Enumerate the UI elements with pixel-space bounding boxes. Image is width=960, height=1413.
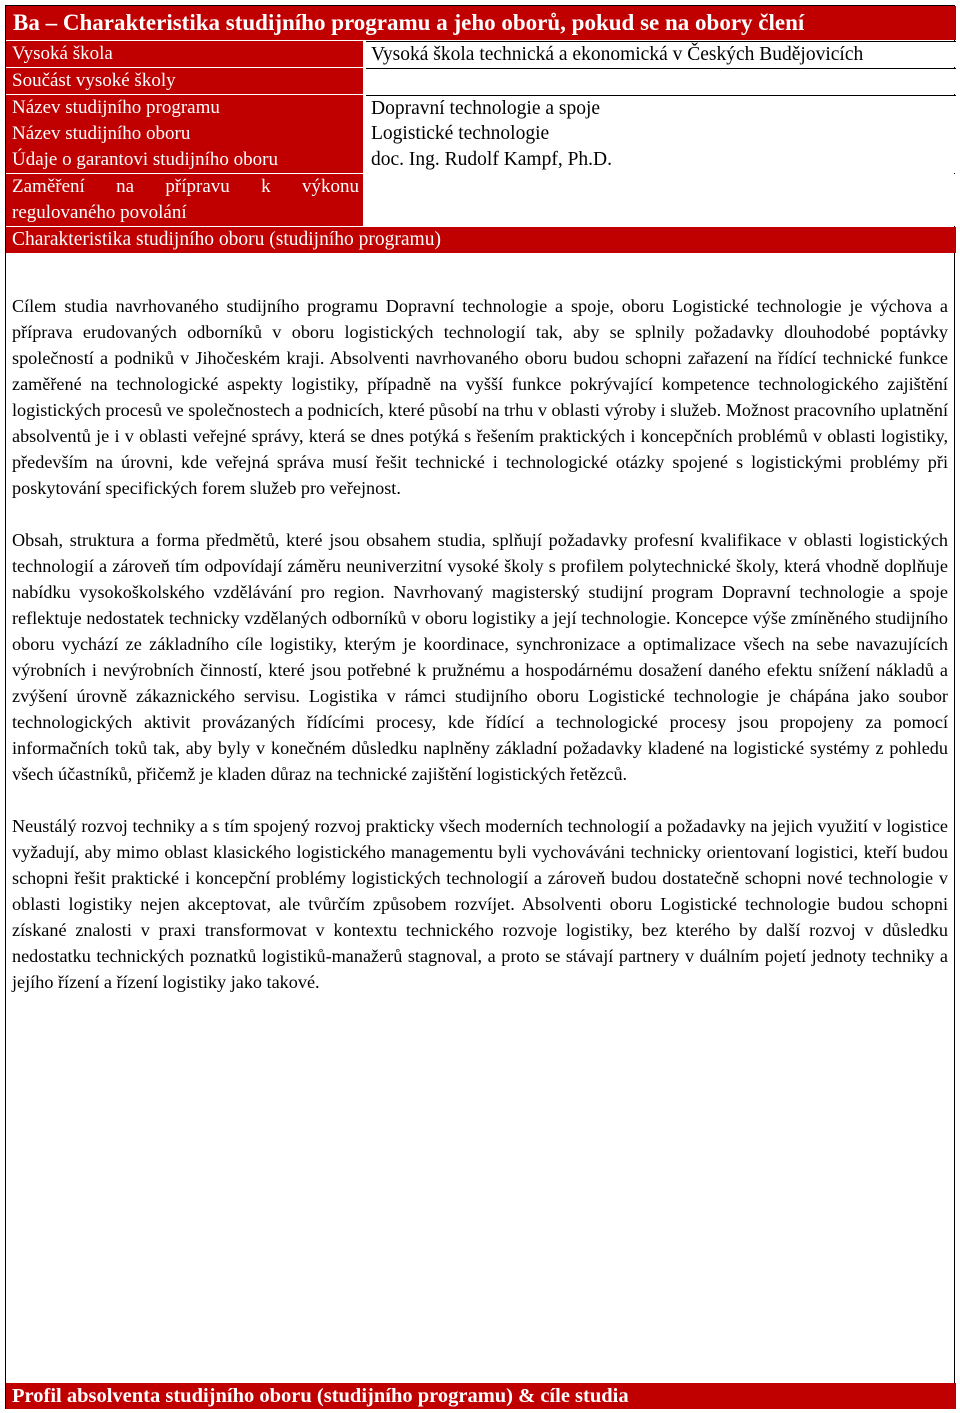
paragraph-content-structure: Obsah, struktura a forma předmětů, které jsou obsahem studia, splňují požadavky profesní kvalifikace v oblasti logistických technologií a zároveň tím odpovídají záměru neuniverzitní vysoké školy s profilem polytechnické školy, která vhodně doplňuje nabídku vysokoškolského vzdělávání pro region. Navrhovaný magisterský studijní program Dopravní technologie a spoje reflektuje nedostatek technicky vzdělaných odborníků v oboru logistiky a její technologie. Koncepce výše zmíněného studijního oboru vychází ze základního cíle logistiky, kterým je koordinace, synchronizace a optimalizace všech na sebe navazujících výrobních i nevýrobních činností, které jsou potřebné k pružnému a hospodárnému dosažení daného efektu snížení nákladů a zvýšení úrovně zákaznického servisu. Logistika v rámci studijního oboru Logistické technologie je chápána jako soubor technologických aktivit provázaných řídícími procesy, kde řídící a technologické procesy jsou propojeny za pomocí informačních toků tak, aby byly v konečném důsledku naplněny základní požadavky kladené na logistické systémy z pohledu všech účastníků, přičemž je kladen důraz na technické zajištění logistických řetězců. (12, 530, 948, 784)
label-faculty: Součást vysoké školy (6, 68, 363, 94)
label-university: Vysoká škola (6, 41, 363, 67)
value-field: Logistické technologie (366, 121, 956, 147)
info-row-regulated-profession (6, 174, 956, 226)
value-university: Vysoká škola technická a ekonomická v Českých Budějovicích (366, 41, 956, 67)
info-row-university (6, 41, 956, 67)
characteristics-header: Charakteristika studijního oboru (studijního programu) (6, 227, 956, 253)
label-program: Název studijního programu (6, 95, 363, 121)
label-field: Název studijního oboru (6, 121, 363, 147)
profile-header: Profil absolventa studijního oboru (studijního programu) & cíle studia (6, 1383, 956, 1409)
value-program: Dopravní technologie a spoje (366, 95, 956, 121)
value-faculty (366, 68, 956, 94)
label-guarantor: Údaje o garantovi studijního oboru (6, 147, 363, 173)
form-title: Ba – Charakteristika studijního programu a jeho oborů, pokud se na obory člení (6, 6, 956, 40)
characteristics-body (12, 293, 948, 995)
value-regulated-profession (366, 174, 956, 226)
label-regulated-profession (6, 174, 363, 226)
info-row-field (6, 121, 956, 147)
paragraph-development: Neustálý rozvoj techniky a s tím spojený rozvoj prakticky všech moderních technologií a požadavky na jejich využití v logistice vyžadují, aby mimo oblast klasického logistického managementu byli vychováváni technicky orientovaní logistici, kteří budou schopni řešit praktické i koncepční problémy logistických technologií a zároveň budou dostatečně schopni nové technologie v oblasti logistiky nejen akceptovat, ale tvůrčím způsobem rozvíjet. Absolventi oboru Logistické technologie budou schopni získané znalosti v praxi transformovat v kontextu technického rozvoje logistiky, bez kterého by další rozvoj v důsledku nedostatku technických poznatků logistiků-manažerů stagnoval, a proto se stávají partnery v duálním pojetí jednoty techniky a jejího řízení a řízení logistiky jako takové. (12, 816, 948, 992)
label-regulated-line2: regulovaného povolání (12, 202, 187, 223)
label-regulated-line1: Zaměření na přípravu k výkonu (12, 176, 359, 197)
info-row-program (6, 95, 956, 121)
info-row-faculty (6, 68, 956, 94)
paragraph-goals: Cílem studia navrhovaného studijního programu Dopravní technologie a spoje, oboru Logistické technologie je výchova a příprava erudovaných odborníků v oboru logistických technologií tak, aby se splnily požadavky dlouhodobé poptávky společností a podniků v Jihočeském kraji. Absolventi navrhovaného oboru budou schopni zařazení na řídící technické funkce zaměřené na technologické aspekty logistiky, případně na vyšší funkce pokrývající kompetence technologického zajištění logistických procesů ve společnostech a podnicích, které působí na trhu v oblasti výroby i služeb. Možnost pracovního uplatnění absolventů je i v oblasti veřejné správy, která se dnes potýká s řešením praktických i koncepčních problémů v oblasti logistiky, především na úrovni, kde veřejná správa musí řešit technické i technologické otázky spojené s logistickými problémy při poskytování specifických forem služeb pro veřejnost. (12, 296, 948, 498)
info-row-guarantor (6, 147, 956, 173)
value-guarantor: doc. Ing. Rudolf Kampf, Ph.D. (366, 147, 956, 173)
